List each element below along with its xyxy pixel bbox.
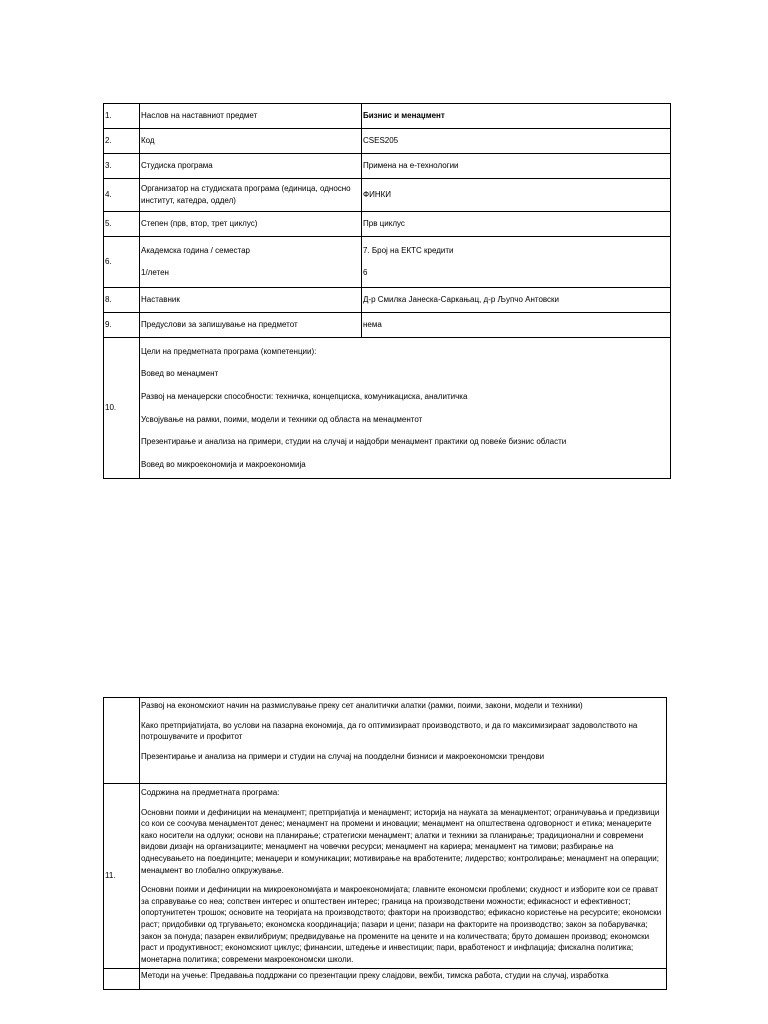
table-row	[104, 237, 671, 288]
table-row	[104, 212, 671, 237]
content-title: Содржина на предметната програма:	[141, 788, 280, 797]
row-label: Организатор на студиската програма (единица, односно институт, катедра, оддел)	[140, 179, 362, 212]
row-number: 3.	[104, 154, 140, 179]
row-value: нема	[362, 313, 671, 338]
row-number: 6.	[104, 237, 140, 288]
row-label: Степен (прв, втор, трет циклус)	[140, 212, 362, 237]
table-row	[104, 698, 667, 784]
course-goals	[140, 338, 671, 479]
goals-line: Развој на менаџерски способности: техничка, концепциска, комуникациска, аналитичка	[141, 391, 468, 401]
table-row	[104, 154, 671, 179]
table-row	[104, 969, 667, 990]
row-label: Студиска програма	[140, 154, 362, 179]
goals-line: Како претпријатијата, во услови на пазарна економија, да го оптимизираат производството, и да го максимизираат задоволството на потрошувачите и профитот	[141, 720, 638, 742]
row-number: 10.	[104, 338, 140, 479]
learning-methods: Методи на учење: Предавања поддржани со презентации преку слајдови, вежби, тимска работа, студии на случај, изработка	[140, 969, 667, 990]
goals-line: Презентирање и анализа на примери и студии на случај на поодделни бизниси и макроекономски трендови	[141, 751, 545, 761]
row-label: Предуслови за запишување на предметот	[140, 313, 362, 338]
table-row	[104, 129, 671, 154]
goals-line: Вовед во микроекономија и макроекономија	[141, 459, 306, 469]
row-value: Примена на е-технологии	[362, 154, 671, 179]
row-number: 4.	[104, 179, 140, 212]
goals-line: Вовед во менаџмент	[141, 369, 219, 379]
table-row	[104, 338, 671, 479]
table-row	[104, 313, 671, 338]
row-label: Наслов на наставниот предмет	[140, 104, 362, 129]
content-paragraph: Основни поими и дефиниции на микроекономијата и макроекономијата; главните економски проблеми; скудност и изборите кои се прават за справување со неа; сопствен интерес и општествен интерес; граница на производствени можности; ефикасност и ефективност; опортунитетен трошок; основите на теоријата на производството; фактори на производство; ефикасно користење на ресурсите; економски раст; придобивки од тргувањето; економска координација; пазари и цени; пазари на факторите на производство; закон за побарувачка; закон за понуда; пазарен еквилибриум; предвидување на промените на цените и на количествата; бруто домашен производ; економски раст и продуктивност; економскиот циклус; финансии, штедење и инвестиции; пари, вработеност и инфлација; фискална политика; монетарна политика; современи макроекономски школи.	[141, 885, 662, 964]
ects-value: 6	[363, 268, 368, 277]
course-info-table	[103, 103, 671, 479]
row-value: ФИНКИ	[362, 179, 671, 212]
row-number	[104, 698, 140, 784]
course-content-table	[103, 697, 667, 990]
row-value: Д-р Смилка Јанеска-Саркањац, д-р Љупчо Антовски	[362, 288, 671, 313]
ects-label: 7. Број на ЕКТС кредити	[363, 246, 454, 256]
goals-line: Усвојување на рамки, поими, модели и техники од областа на менаџментот	[141, 414, 423, 424]
table-row	[104, 104, 671, 129]
goals-line: Развој на економскиот начин на размислување преку сет аналитички алатки (рамки, поими, закони, модели и техники)	[141, 701, 583, 710]
row-number: 2.	[104, 129, 140, 154]
row-number	[104, 969, 140, 990]
row-number: 5.	[104, 212, 140, 237]
table-row	[104, 179, 671, 212]
row-number: 1.	[104, 104, 140, 129]
goals-line: Цели на предметната програма (компетенции):	[141, 346, 317, 356]
course-content	[140, 784, 667, 969]
row-number: 9.	[104, 313, 140, 338]
table-row	[104, 288, 671, 313]
row-number: 11.	[104, 784, 140, 969]
course-title: Бизнис и менаџмент	[362, 104, 671, 129]
row-label: Код	[140, 129, 362, 154]
row-label: Наставник	[140, 288, 362, 313]
academic-year-value: 1/летен	[141, 268, 169, 277]
goals-continued	[140, 698, 667, 784]
content-paragraph: Основни поими и дефиниции на менаџмент; претпријатија и менаџмент; историја на науката за менаџментот; ограничувања и предизвици со кои се соочува менаџментот денес; менаџмент на промени и иновации; менаџмент на општествена одговорност и етика; менаџерите како носители на одлуки; основи на планирање; стратегиски менаџмент; алатки и техники за планирање; традиционални и современи видови дизајн на организациите; менаџмент на човечки ресурси; менаџмент на кариера; менаџмент на тимови; разбирање на однесувањето на поединците; менаџери и комуникации; мотивирање на вработените; лидерство; контролирање; менаџмент на операции; менаџмент во глобално опкружување.	[141, 807, 660, 875]
row-value	[362, 237, 671, 288]
row-value: Прв циклус	[362, 212, 671, 237]
goals-line: Презентирање и анализа на примери, студии на случај и најдобри менаџмент практики од повеќе бизнис области	[141, 437, 567, 447]
table-row	[104, 784, 667, 969]
row-value: CSES205	[362, 129, 671, 154]
academic-year-label: Академска година / семестар	[141, 246, 250, 256]
row-number: 8.	[104, 288, 140, 313]
row-label	[140, 237, 362, 288]
